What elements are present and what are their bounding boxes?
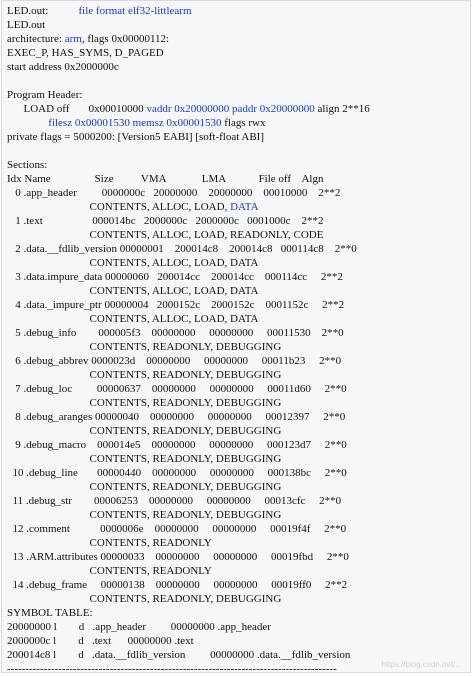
objdump-output: [7, 4, 468, 676]
dump-line: CONTENTS, READONLY, DEBUGGING: [7, 397, 282, 409]
blank-line: [7, 144, 468, 158]
dump-line: 14 .debug_frame 00000138 00000000 00000000 00019ff0 2**2: [7, 579, 348, 591]
dump-line: CONTENTS, READONLY, DEBUGGING: [7, 509, 282, 521]
dump-line: 6 .debug_abbrev 0000023d 00000000 00000000 00011b23 2**0: [7, 355, 342, 367]
dump-line: filesz 0x00001530 memsz 0x00001530 flags rwx: [48, 117, 266, 129]
dump-line: 1 .text 000014bc 2000000c 2000000c 0001000c 2**2: [7, 215, 324, 227]
dump-line: EXEC_P, HAS_SYMS, D_PAGED: [7, 47, 164, 59]
dump-line: CONTENTS, ALLOC, LOAD, READONLY, CODE: [7, 229, 324, 241]
dump-line: 20000000 l d .app_header 00000000 .app_header: [7, 621, 271, 633]
dump-line: CONTENTS, READONLY, DEBUGGING: [7, 481, 282, 493]
dump-line: CONTENTS, ALLOC, LOAD, DATA: [7, 285, 259, 297]
dump-line: CONTENTS, ALLOC, LOAD, DATA: [7, 313, 259, 325]
dump-line: start address 0x2000000c: [7, 61, 119, 73]
dump-line: CONTENTS, READONLY: [7, 537, 212, 549]
dump-line: Idx Name Size VMA LMA File off Algn: [7, 173, 324, 185]
dump-line: CONTENTS, ALLOC, LOAD, DATA: [7, 257, 259, 269]
dump-line: 7 .debug_loc 00000637 00000000 00000000 00011d60 2**0: [7, 383, 347, 395]
dump-line: CONTENTS, READONLY, DEBUGGING: [7, 425, 282, 437]
dump-line: 5 .debug_info 000005f3 00000000 00000000 00011530 2**0: [7, 327, 344, 339]
blank-line: [7, 74, 468, 88]
dump-line: 13 .ARM.attributes 00000033 00000000 00000000 00019fbd 2**0: [7, 551, 349, 563]
dump-line: 2 .data.__fdlib_version 00000001 200014c8 200014c8 000114c8 2**0: [7, 243, 357, 255]
dump-line: LED.out: file format elf32-littlearm: [7, 5, 192, 17]
dump-line: 2000000c l d .text 00000000 .text: [7, 635, 194, 647]
dump-line: 0 .app_header 0000000c 20000000 20000000 00010000 2**2: [7, 187, 341, 199]
dump-line: architecture: arm, flags 0x00000112:: [7, 33, 170, 45]
dump-line: 200014c8 l d .data.__fdlib_version 00000000 .data.__fdlib_version: [7, 649, 351, 661]
code-block: [1, 0, 471, 673]
dump-line: CONTENTS, READONLY, DEBUGGING: [7, 341, 282, 353]
dump-line: 8 .debug_aranges 00000040 00000000 00000000 00012397 2**0: [7, 411, 346, 423]
dump-line: 10 .debug_line 00000440 00000000 00000000 000138bc 2**0: [7, 467, 347, 479]
dump-line: CONTENTS, READONLY, DEBUGGING: [7, 453, 282, 465]
dump-line: Program Header:: [7, 89, 83, 101]
dump-line: CONTENTS, READONLY: [7, 565, 212, 577]
dump-line: CONTENTS, READONLY, DEBUGGING: [7, 369, 282, 381]
watermark: https://blog.csdn.net/...: [381, 660, 462, 669]
dump-line: 9 .debug_macro 000014e5 00000000 00000000 000123d7 2**0: [7, 439, 347, 451]
dump-line: ------------------------------------------------------------------------------------------: [7, 663, 337, 675]
dump-line: LED.out: [7, 19, 46, 31]
dump-line: private flags = 5000200: [Version5 EABI] [soft-float ABI]: [7, 131, 265, 143]
dump-line: LOAD off 0x00010000 vaddr 0x20000000 paddr 0x20000000 align 2**16: [7, 103, 370, 115]
dump-line: SYMBOL TABLE:: [7, 607, 93, 619]
dump-line: CONTENTS, READONLY, DEBUGGING: [7, 593, 282, 605]
dump-line: 11 .debug_str 00006253 00000000 00000000 00013cfc 2**0: [7, 495, 342, 507]
dump-line: 12 .comment 0000006e 00000000 00000000 00019f4f 2**0: [7, 523, 347, 535]
dump-line: 3 .data.impure_data 00000060 200014cc 200014cc 000114cc 2**2: [7, 271, 343, 283]
dump-line: Sections:: [7, 159, 48, 171]
dump-line: 4 .data._impure_ptr 00000004 2000152c 2000152c 0001152c 2**2: [7, 299, 345, 311]
dump-line: CONTENTS, ALLOC, LOAD, DATA: [7, 201, 259, 213]
